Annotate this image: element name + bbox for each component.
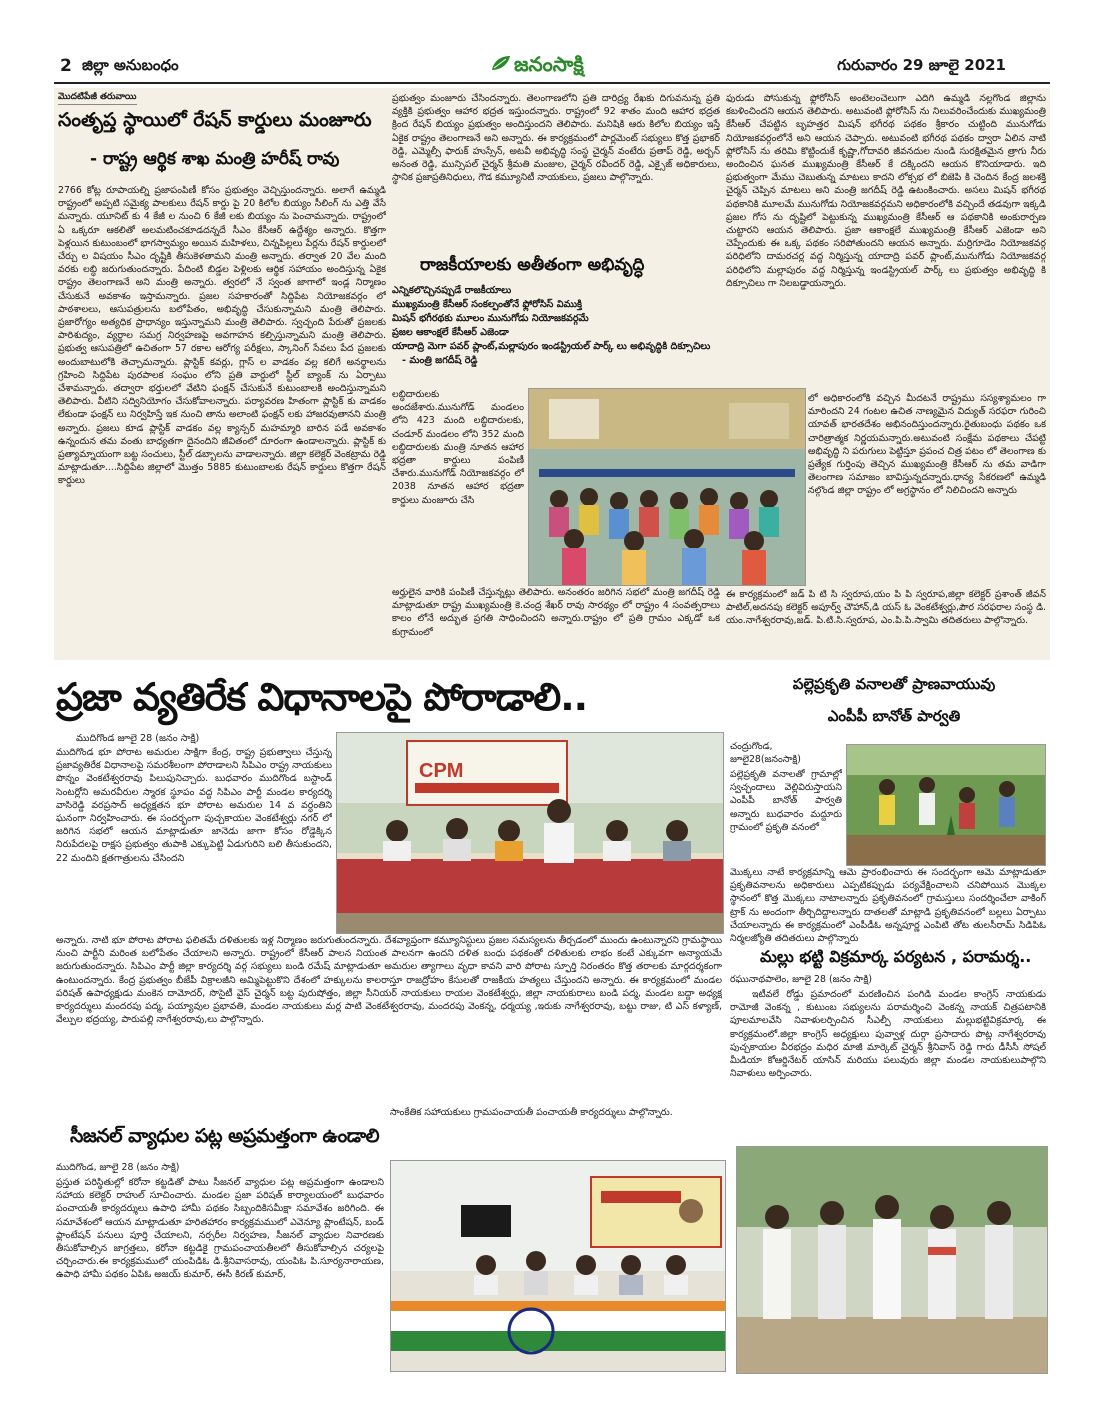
article2-body-bottom: అర్హులైన వారికి పంపిణీ చేస్తున్నట్లు తెలిపారు. అనంతరం జరిగిన సభలో మంత్రి జగదీష్ రెడ్డి మాట్లాడుతూ రాష్ట్ర ముఖ్యమంత్రి కె.చంద్ర శేఖర్ రావు సారథ్యం లో రాష్ట్రం 4 సంవత్సరాలు కాలం లోనే అద్భుత ప్రగతి సాధించిందని అన్నారు.రాష్ట్రం లో ప్రతి గ్రామం ఎక్కడో ఒక కుగ్రామంలో [392,587,720,638]
review-meeting-photo [390,1160,726,1372]
article4-body-bottom: మొక్కలు నాటే కార్యక్రమాన్ని ఆమె ప్రారంభించారు ఈ సందర్భంగా ఆమె మాట్లాడుతూ ప్రకృతివనాలను అధికారులు ఎప్పటికప్పుడు పర్యవేక్షించాలని చనిపోయిన మొక్కల స్థానంలో కొత్త మొక్కలు నాటాలన్నారు ప్రకృతివనంలో గ్రామస్తులు సందర్శించేలా వాకింగ్ ట్రాక్ ను అందంగా తీర్చిదిద్దాలన్నారు దాతలతో మాట్లాడి ప్రకృతివనంలో బల్లలు ఏర్పాటు చేయాలన్నారు ఈ కార్యక్రమంలో ఎంపీడీఓ అన్నపూర్ణ ఎంపిటి తోట తులసీరామ్ సిడిపిఓ నిర్మలజ్యోతి తదితరులు పాల్గొన్నారు [730,867,1046,945]
article5-dateline: రఘునాథపాలెం, జూలై 28 (జనం సాక్షి) [730,974,873,985]
article1-column-1: 2766 కోట్ల రూపాయల్ని ప్రజాపంపిణీ కోసం ప్రభుత్వం వెచ్చిస్తుందన్నారు. అలాగే ఉమ్మడి రాష్ట్రంలో అప్పటి సమైక్య పాలకులు రేషన్ కార్డు పై 20 కిలోల బియ్యం సీలింగ్ ను ఎత్తి వేసే మన్నారు. యూనిట్ కు 4 కేజీ ల నుంచి 6 కేజీ లకు బియ్యం ను పెంచామన్నారు. రాష్ట్రంలో ఏ ఒక్కరూ ఆకలితో అలమటించకూడదన్నదే సీఎం కేసీఆర్ ఉద్దేశ్యం అన్నారు. కొత్తగా పెళ్లయిన కుటుంబంలో భాగస్వామ్యం అయిన మహిళలు, చిన్నపిల్లలు పేర్లను రేషన్ కార్డులలో చేర్చు ల విషయం సీఎం దృష్టికి తీసుకెళతామని మంత్రి అన్నారు. తర్వాత 20 వేల మంది వరకు లబ్ధి జరుగుతుందన్నారు. పేదింటి బిడ్డల పెళ్లిలకు ఆర్థిక సహాయం అందిస్తున్న ఏకైక రాష్ట్రం తెలంగాణనే అని మంత్రి అన్నారు. త్వరలో నే స్వంత జాగాలో ఇండ్ల నిర్మాణం చేసుకునే అవకాశం ఇస్తామన్నారు. ప్రజల సహకారంతో సిద్దిపేట నియోజకవర్గం లో పాఠశాలలు, ఆసుపత్రులను బలోపేతం, అభివృద్ధి చేసుకున్నామని మంత్రి తెలిపారు. ప్రజారోగ్యం అత్యధిక ప్రాధాన్యం ఇస్తున్నామని మంత్రి తెలిపారు. స్వచ్ఛంది పేరుతో ప్రజలకు పారిశుద్యం, వ్యర్థాల సమగ్ర నిర్వహణపై అవగాహన కల్పిస్తున్నామని మంత్రి తెలిపారు. ప్రభుత్వ ఆసుపత్రిలో ఉచితంగా 57 రకాల ఆరోగ్య పరీక్షలు, స్కానింగ్ సేవలు పేద ప్రజలకు అందుబాటులోకి తెచ్చామన్నారు. ప్లాస్టిక్ కవర్లు, గ్లాస్ ల వాడకం వల్ల కలిగే అనర్థాలను గ్రహించి సిద్దిపేట పురపాలక సంఘం లోని ప్రతి వార్డులో స్టీల్ బ్యాంక్ ను ఏర్పాటు చేశామన్నారు. తద్వారా భర్తులలో వేటిని ఫంక్షన్ చేసుకునే కుటుంబాలకి అందిస్తున్నామని తెలిపారు. వీటిని సద్వినియోగం చేసుకోవాలన్నారు. పర్యావరణ హితంగా ప్లాస్టిక్ కు వాడకం లేకుండా ఫంక్షన్ లు నిర్వహిస్తే ఇక నుంచి తాను అలాంటి ఫంక్షన్ లకు హాజరవుతానని మంత్రి అన్నారు. ప్రజలు కూడ ప్లాస్టిక్ వాడకం వల్ల క్యాన్సర్ మహమ్మారి బారిన పడే అవకాశం ఉన్నందున తమ వంతు బాధ్యతగా దైనందిని జీవితంలో దూరంగా ఉండాలన్నారు. ప్లాస్టిక్ కు ప్రత్యామ్నాయంగా బట్ట సంచులు, స్టీల్ డబ్బాలను వాడాలన్నారు. జిల్లా కలెక్టర్ వెంకట్రామ రెడ్డి మాట్లాడుతూ....సిద్దిపేట జిల్లాలో మొత్తం 5885 కుటుంబాలకు రేషన్ కార్డులు కొత్తగా రేషన్ కార్డులు [58,185,386,487]
article4-body-left: పల్లెప్రకృతి వనాలతో గ్రామాల్లో స్వచ్ఛందాలు వెల్లివిరుస్తాయని ఎంపీపీ బానోత్ పార్వతి అన్నారు బుధవారం మద్దూరు గ్రామంలో ప్రకృతి వనంలో [730,769,842,833]
article2-title: రాజకీయాలకు అతీతంగా అభివృద్ధి [420,255,645,275]
article6-title: సీజనల్ వ్యాధుల పట్ల అప్రమత్తంగా ఉండాలి [70,1125,380,1147]
page-header [50,48,1052,82]
article3-body-left: ముదిగొండ భూ పోరాట అమరుల సాక్షిగా కేంద్ర, రాష్ట్ర ప్రభుత్వాలు చేస్తున్న ప్రజావ్యతిరేక విధానాలపై సమరశీలంగా పోరాడాలని సిపిఎం రాష్ట్ర నాయకులు పొన్నం వెంకటేశ్వరరావు పిలుపునిచ్చారు. బుధవారం ముదిగొండ బస్టాండ్ సెంటర్లోని అమరవీరుల స్మారక స్థూపం వద్ద సిపిఎం పార్టీ మండల కార్యదర్శి వాసిరెడ్డి వరప్రసాద్ అధ్యక్షతన భూ పోరాట అమరుల 14 వ వర్ధంతిని ఘనంగా నిర్వహించారు. ఈ సందర్భంగా పుచ్చకాయల వెంకటేశ్వర్లు నగర్ లో జరిగిన సభలో ఆయన మాట్లాడుతూ జానెడు జాగా కోసం రోడ్డెక్కిన నిరుపేదలపై రాక్షస ప్రభుత్వం తుపాకి ఎక్కుపెట్టి ఏడుగురిని బలి తీసుకుందని, 22 మందిని క్షతగాత్రులను చేసిందని [56,747,332,864]
article3-body-bottom: అన్నారు. నాటి భూ పోరాట పోరాట ఫలితమే దళితులకు ఇళ్ల నిర్మాణం జరుగుతుందన్నారు. దేశవ్యాప్తంగా కమ్యూనిస్టులు ప్రజల సమస్యలను తీర్చడంలో ముందు ఉంటున్నారని గ్రామస్థాయి నుంచి పార్టీని మరింత బలోపేతం చేయాలని అన్నారు. రాష్ట్రంలో కేసీఆర్ పాలన నియంత పాలనగా ఉందని దళిత బంధు పథకంతో దళితులకు లాభం కంటే ఎక్కువగా అన్యాయమే జరుగుతుందన్నారు. సిపిఎం పార్టీ జిల్లా కార్యదర్శి వర్గ సభ్యులు బండి రమేష్ మాట్లాడుతూ అమరుల త్యాగాలు వృధా కావని వారి పోరాట స్ఫూర్తి నిరంతరం కొత్త తరాలకు మార్గదర్శకంగా ఉంటుందన్నారు. కేంద్ర ప్రభుత్వం బీజేపీ విక్రాలజీని అమ్మిపెట్టుకొని దేశంలో హక్కులను కాలరాస్తూ రాజద్రోహం కేసులతో రాజకీయ హత్యలు చేస్తుందని అన్నారు. ఈ కార్యక్రమంలో మండల పరిషత్ ఉపాధ్యక్షుడు మంకెన దామోదర్, సొసైటీ వైస్ చైర్మన్ బట్ట పురుషోత్తం, జిల్లా సీనియర్ నాయకులు రాయల వెంకటేశ్వర్లు, జిల్లా నాయకురాలు బండి పద్మ, మండల బద్దా అధ్యక్ష కార్యదర్శులు మందరపు పద్మ, పయ్యావుల ప్రభావతి, మండల నాయకులు మర్ల పాటి వెంకటేశ్వరరావు, మందరపు వెంకన్న, ధర్మయ్య ,ఇరుకు నాగేశ్వరరావు, బట్టు రాజు, టి ఎస్ కళ్యాణ్, వేల్పుల భద్రయ్య, పారుపల్లి నాగేశ్వరరావు,లు పాల్గొన్నారు. [56,935,722,1026]
masthead-title: జనంసాక్షి [514,52,584,76]
article4-title-line2: ఎంపీపీ బానోత్ పార్వతి [827,707,961,725]
article3-dateline: ముదిగొండ జూలై 28 (జనం సాక్షి) [76,733,200,744]
article1-column-3: ఫురుడు పోసుకున్న ఫ్లోరోసిస్ అంటెలంచెలుగా ఎదిగి ఉమ్మడి నల్లగొండ జిల్లాను కబళించిందని ఆయన తెలిపారు. అటువంటి ఫ్లోరోసిస్ ను నిలువరించేందుకు ముఖ్యమంత్రి కేసీఆర్ చేపట్టిన బృహత్తర మిషన్ భగీరథ పథకం శ్రీకారం చుట్టింది మునుగోడు నియోజకవర్గంలోనే అని ఆయన చెప్పారు. అటువంటి భగీరథ పథకం ద్వారా ఏలిన నాటి ఫ్లోరోసిస్ ను తరిమి కొట్టిందుకే కృష్ణా,గోదావరి జీవనదుల నుండి సురక్షితమైన త్రాగు నీరు అందించిన ఘనత ముఖ్యమంత్రి కేసీఆర్ కే దక్కిందని ఆయన కొనియాడారు. ఇది ప్రభుత్వంగా మేము చెబుతున్న మాటలు కాదని లోక్సభ లో బిజెపి కి చెందిన కేంద్ర జలశక్తి చైర్మన్ చెప్పిన మాటలు అని మంత్రి జగదీష్ రెడ్డి ఉటంకించారు. అసలు మిషన్ భగీరథ పథకానికి మూలమే మునుగోడు నియోజకవర్గమని అధికారంలోకి వచ్చిందే తడవుగా ఇక్కడి ప్రజల గోస ను దృష్టిలో పెట్టుకున్న ముఖ్యమంత్రి కేసీఆర్ ఆ పథకానికి అంకురార్పణ చుట్టారని ఆయన తెలిపారు. ప్రజా ఆకాంక్షలే ముఖ్యమంత్రి కేసీఆర్ ఎజెండా అని చెప్పేందుకు ఈ ఒక్క పథకం సరిపోతుందని ఆయన అన్నారు. మర్రిగూడెం నియోజకవర్గ పరిధిలోని దామరచర్ల వద్ద నిర్మిస్తున్న యాదాద్రి పవర్ ప్లాంట్,మునుగోడు నియోజకవర్గ పరిధిలోని మల్లాపురం వద్ద నిర్మిస్తున్న ఇండస్ట్రియల్ పార్క్ లు ప్రభుత్వం అభివృద్ధి కి దిక్సూచిలు గా నిలబడ్డాయన్నారు. [726,93,1046,289]
continued-tag: మొదటిపేజీ తరువాయి [58,92,137,105]
article2-subheads [392,284,722,368]
issue-date: గురువారం 29 జూలై 2021 [837,56,1006,74]
meeting-photo [528,388,806,586]
header-rule [54,82,1050,84]
article1-subtitle: - రాష్ట్ర ఆర్థిక శాఖ మంత్రి హరీష్ రావు [90,149,340,169]
article4-dateline: చంద్రుగొండ, జూలై28(జనంసాక్షి) [730,741,801,766]
page-number: 2 [60,56,72,76]
article6-body-cont: సాంకేతిక సహాయకులు గ్రామపంచాయతీ పంచాయతీ కార్యదర్శులు పాల్గొన్నారు. [390,1107,673,1118]
subhead-line: ముఖ్యమంత్రి కేసీఆర్ సంకల్పంతోనే ఫ్లోరోసిస్ విముక్తి [392,299,583,310]
article1-title: సంతృప్త స్థాయిలో రేషన్ కార్డులు మంజూరు [58,109,372,131]
section-name: జిల్లా అనుబంధం [82,56,179,74]
article1-column-2: ప్రభుత్వం మంజూరు చేసిందన్నారు. తెలంగాణలోని ప్రతి దారిద్ర్య రేఖకు దిగువనున్న ప్రతి వ్యక్తికి ప్రభుత్వం ఆహార భద్రత ఇస్తుందన్నారు. రాష్ట్రంలో 92 శాతం మంది ఆహార భద్రత క్రింద రేషన్ బియ్యం ప్రభుత్వం అందిస్తుందని తెలిపారు. మనిషికి ఆరు కిలోల బియ్యం ఇస్తే ఏకైక రాష్ట్రం తెలంగాణనే అని అన్నారు. ఈ కార్యక్రమంలో పార్లమెంట్ సభ్యులు కొత్త ప్రభాకర్ రెడ్డి, ఎమ్మెల్సీ ఫారుక్ హుస్సేన్, అటవీ అభివృద్ధి సంస్థ చైర్మన్ వంటేరు ప్రతాప్ రెడ్డి, అర్బన్ అనంత రెడ్డి, మున్సిపల్ చైర్మన్ శ్రీమతి మంజుల, చైర్మన్ రవీందర్ రెడ్డి, ఎక్సైజ్ అధికారులు, స్థానిక ప్రజాప్రతినిధులు, గౌడ కమ్యూనిటీ నాయకులు, ప్రజలు పాల్గొన్నారు. [392,93,720,184]
article1-column-3-end: ఈ కార్యక్రమంలో జడ్ పి టి సి స్వరూప,యం పి పి స్వరూప,జిల్లా కలెక్టర్ ప్రశాంత్ జీవన్ పాటిల్,అదనపు కలెక్టర్ అపూర్వ్ చౌహాన్,డి యస్ ఓ వెంకటేశ్వర్లు,పౌర సరఫరాల సంస్థ డి. యం.నాగేశ్వరరావు,జడ్. పి.టి.సి.స్వరూప, ఎం.పి.పి.స్వామి తదితరులు పాల్గొన్నారు. [726,589,1046,627]
article5-body: ఇటీవలే రోడ్డు ప్రమాదంలో మరణించిన పంగిడి మండల కాంగ్రెస్ నాయకుడు రామోజీ వెంకన్న , కుటుంబ సభ్యులను పరామర్శించి వెంకన్న నాయక్ చిత్రపటానికి పూలమాలవేసి నివాళులర్పించిన సీఎల్పీ నాయకులు మల్లుభట్టివిక్రమార్క ఈ కార్యక్రమంలో.జిల్లా కాంగ్రెస్ అధ్యక్షులు పువ్వాళ్ల దుర్గా ప్రసాదారు పొట్ల నాగేశ్వరరావు పుచ్చకాయల వీరభద్రం మధిర మాజీ మార్కెట్ చైర్మన్ శ్రీనివాస్ రెడ్డి గారు డీసీసీ సోషల్ మీడియా కోఆర్డినేటర్ యాసిన్ మరియు పలువురు జిల్లా మండల నాయకులుపాల్గొని నివాళులు అర్పించారు. [730,989,1046,1080]
subhead-line: మిషన్ భగీరథకు మూలం మునుగోడు నియోజకవర్గమే [392,313,589,324]
article1-column-3-beside-photo: లో అధికారంలోకి వచ్చిన మీదటనే రాష్ట్రము సస్యశ్యామలం గా మారిందని 24 గంటల ఉచిత నాణ్యమైన విద్యుత్ సరఫరా గురించి యావత్ భారతదేశం అభినందిస్తుందన్నారు.రైతుబంధు పథకం ఒక చారిత్రాత్మక నిర్ణయమన్నారు.అటువంటి సంక్షేమ పథకాలు చేపట్టి అభివృద్ధి ని పరుగులు పెట్టిస్తూ ప్రపంచ చిత్ర పటం లో తెలంగాణ కు ప్రత్యేక గుర్తింపు తెచ్చిన ముఖ్యమంత్రి కేసీఆర్ ను తమ వాడిగా తెలంగాణ సమాజం బావిస్తున్నదన్నారు.ధాన్య సేకరణలో ఉమ్మడి నల్గొండ జిల్లా రాష్ట్రం లో అగ్రస్థానం లో నిలిచిందని అన్నారు [808,393,1046,497]
article3-title: ప్రజా వ్యతిరేక విధానాలపై పోరాడాలి.. [56,675,588,719]
bhatti-visit-photo [736,1146,1048,1374]
plantation-photo [846,744,1046,866]
article4-title-line1: పల్లెప్రకృతి వనాలతో ప్రాణవాయువు [792,675,996,693]
leaf-logo-icon [490,54,512,72]
masthead [490,50,630,78]
article5-title: మల్లు భట్టి విక్రమార్క పర్యటన , పరామర్శ.. [760,947,1032,966]
subhead-line: ఎన్నికలొచ్చినప్పుడే రాజకీయాలు [392,285,512,296]
subhead-line: ప్రజల ఆకాంక్షలే కేసీఆర్ ఎజెండా [392,327,509,338]
cpm-meeting-photo [336,732,724,934]
article2-body-left: లబ్ధిదారులకు అందజేశారు.మునుగోడ్ మండలం లోని 423 మంది లబ్ధిదారులకు, చండూర్ మండలం లోని 352 మంది లబ్ధిదారులకు మంత్రి నూతన ఆహార భద్రతా కార్డులు పంపిణీ చేశారు.మునుగోడ్ నియోజకవర్గం లో 2038 నూతన ఆహార భద్రతా కార్డులు మంజూరు చేసి [392,389,524,506]
subhead-line: - మంత్రి జగదీష్ రెడ్డి [402,355,478,366]
cpm-banner-text: CPM [419,760,464,782]
article6-body: ప్రస్తుత పరిస్థితుల్లో కరోనా కట్టడితో పాటు సీజనల్ వ్యాధుల పట్ల అప్రమత్తంగా ఉండాలని సహాయ కలెక్టర్ రాహుల్ సూచించారు. మండల ప్రజా పరిషత్ కార్యాలయంలో బుధవారం పంచాయతీ కార్యదర్శులు ఉపాధి హామీ పథకం సిబ్బందికిసమీక్షా సమావేశం జరిగింది. ఈ సమావేశంలో ఆయన మాట్లాడుతూ హరితహారం కార్యక్రమములో ఎవెన్యూ ప్లాంటేషన్, బండ్ ప్లాంటేషన్ పనులు పూర్తి చేయాలని, నర్సరీల నిర్వహణ, సీజనల్ వ్యాధుల నివారణకు తీసుకోవాల్సిన జాగ్రత్తలు, కరోనా కట్టడికై గ్రామపంచాయతీలలో తీసుకోవాల్సిన చర్యలపై చర్చించారు.ఈ కార్యక్రమములో యంపిడిఓ డి.శ్రీనివాసరావు, యంపిఓ పి.సూర్యనారాయణ, ఉపాధి హామీ పథకం ఏపిఓ అజయ్ కుమార్, ఈసీ కిరణ్ కుమార్, [56,1177,384,1281]
article6-dateline: ముదిగొండ, జూలై 28 (జనం సాక్షి) [56,1162,180,1173]
subhead-line: యాదాద్రి మెగా పవర్ ప్లాంట్,మల్లాపురం ఇండస్ట్రియల్ పార్క్ లు అభివృద్ధికి దిక్సూచిలు [392,341,711,352]
